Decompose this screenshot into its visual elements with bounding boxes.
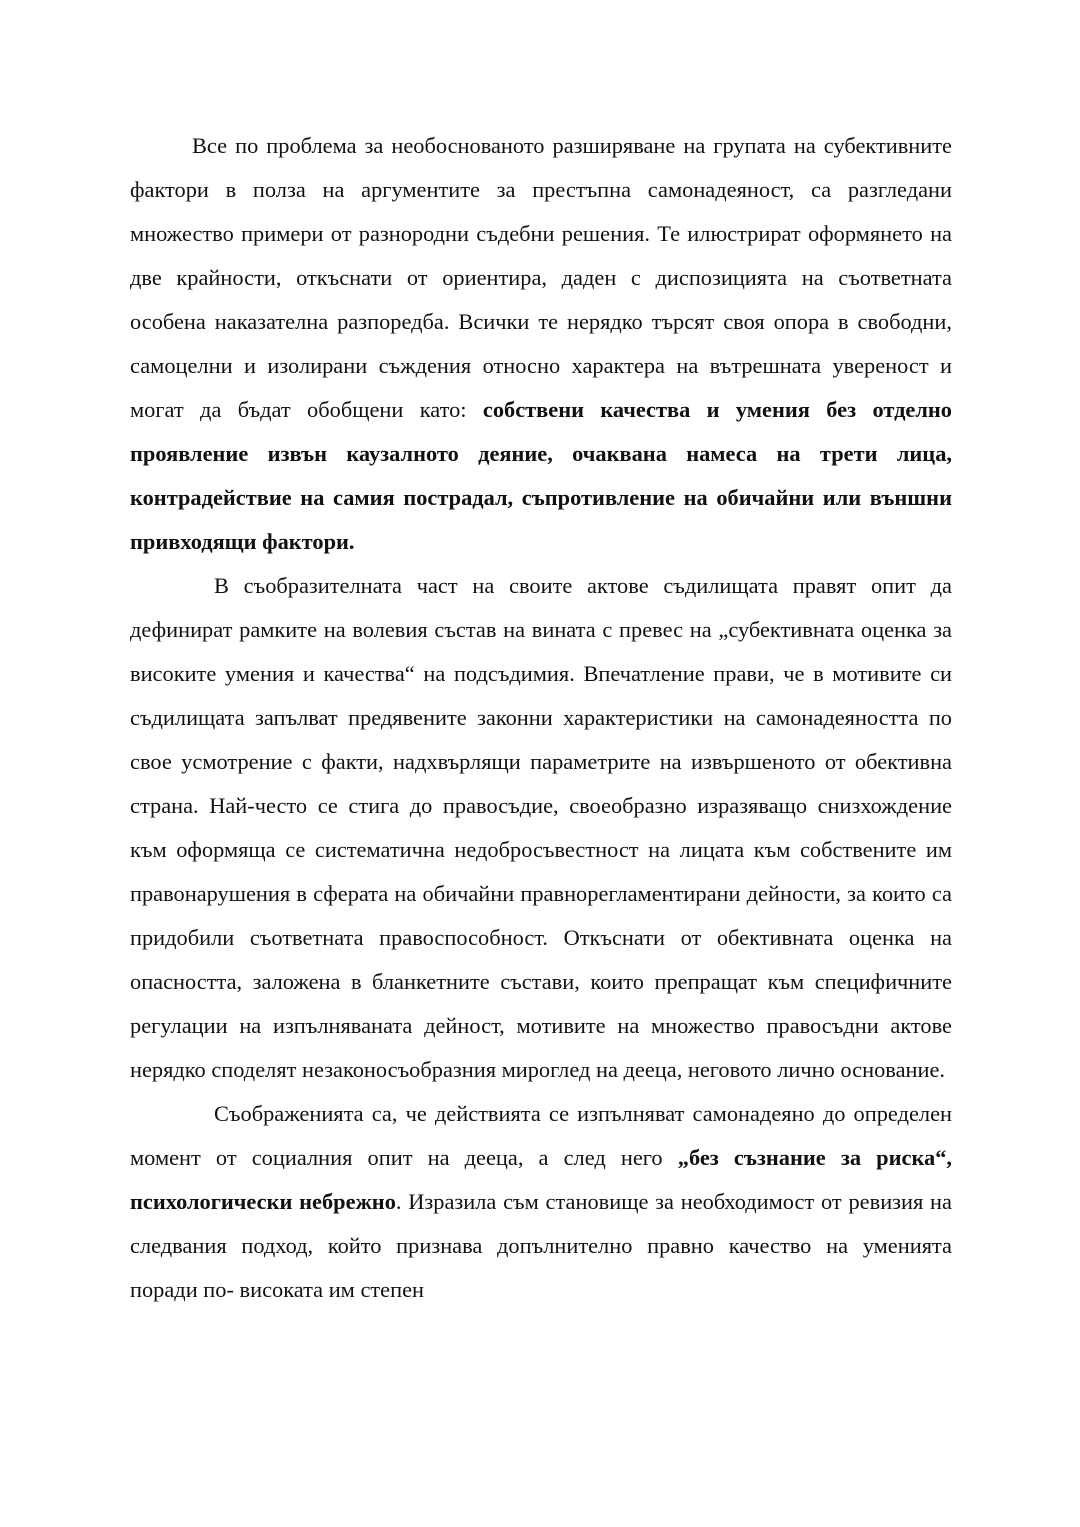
paragraph-2-text: В съобразителната част на своите актове съдилищата правят опит да дефинират рамките на волевия състав на вината с превес на „субективната оценка за високите умения и качества“ на подсъдимия. Впечатление прави, че в мотивите си съдилищата запълват предявените законни характеристики на самонадеяността по свое усмотрение с факти, надхвърлящи параметрите на извършеното от обективна страна. Най-често се стига до правосъдие, своеобразно изразяващо снизхождение към оформяща се систематична недобросъвестност на лицата към собствените им правонарушения в сферата на обичайни правнорегламентирани дейности, за които са придобили съответната правоспособност. Откъснати от обективната оценка на опасността, заложена в бланкетните състави, които препращат към специфичните регулации на изпълняваната дейност, мотивите на множество правосъдни актове нерядко споделят незаконосъобразния мироглед на дееца, неговото лично основание. — [130, 573, 952, 1082]
paragraph-3 — [130, 1092, 952, 1312]
paragraph-3-text-start: Съображенията са, че действията се изпълняват самонадеяно до определен момент от социалния опит на дееца, а след него — [130, 1101, 952, 1170]
paragraph-1 — [130, 124, 952, 564]
paragraph-3-text-end: . Изразила съм становище за необходимост от ревизия на следвания подход, който признава допълнително правно качество на уменията поради по- високата им степен — [130, 1189, 952, 1302]
document-body — [130, 124, 952, 1312]
paragraph-1-bold-text: собствени качества и умения без отделно проявление извън каузалното деяние, очаквана намеса на трети лица, контрадействие на самия пострадал, съпротивление на обичайни или външни привходящи фактори. — [130, 397, 952, 554]
paragraph-3-bold-text: „без съзнание за риска“, психологически небрежно — [130, 1145, 953, 1214]
paragraph-2 — [130, 564, 952, 1092]
paragraph-1-text: Все по проблема за необоснованото разширяване на групата на субективните фактори в полза на аргументите за престъпна самонадеяност, са разгледани множество примери от разнородни съдебни решения. Те илюстрират оформянето на две крайности, откъснати от ориентира, даден с диспозицията на съответната особена наказателна разпоредба. Всички те нерядко търсят своя опора в свободни, самоцелни и изолирани съждения относно характера на вътрешната увереност и могат да бъдат обобщени като: — [130, 133, 952, 422]
